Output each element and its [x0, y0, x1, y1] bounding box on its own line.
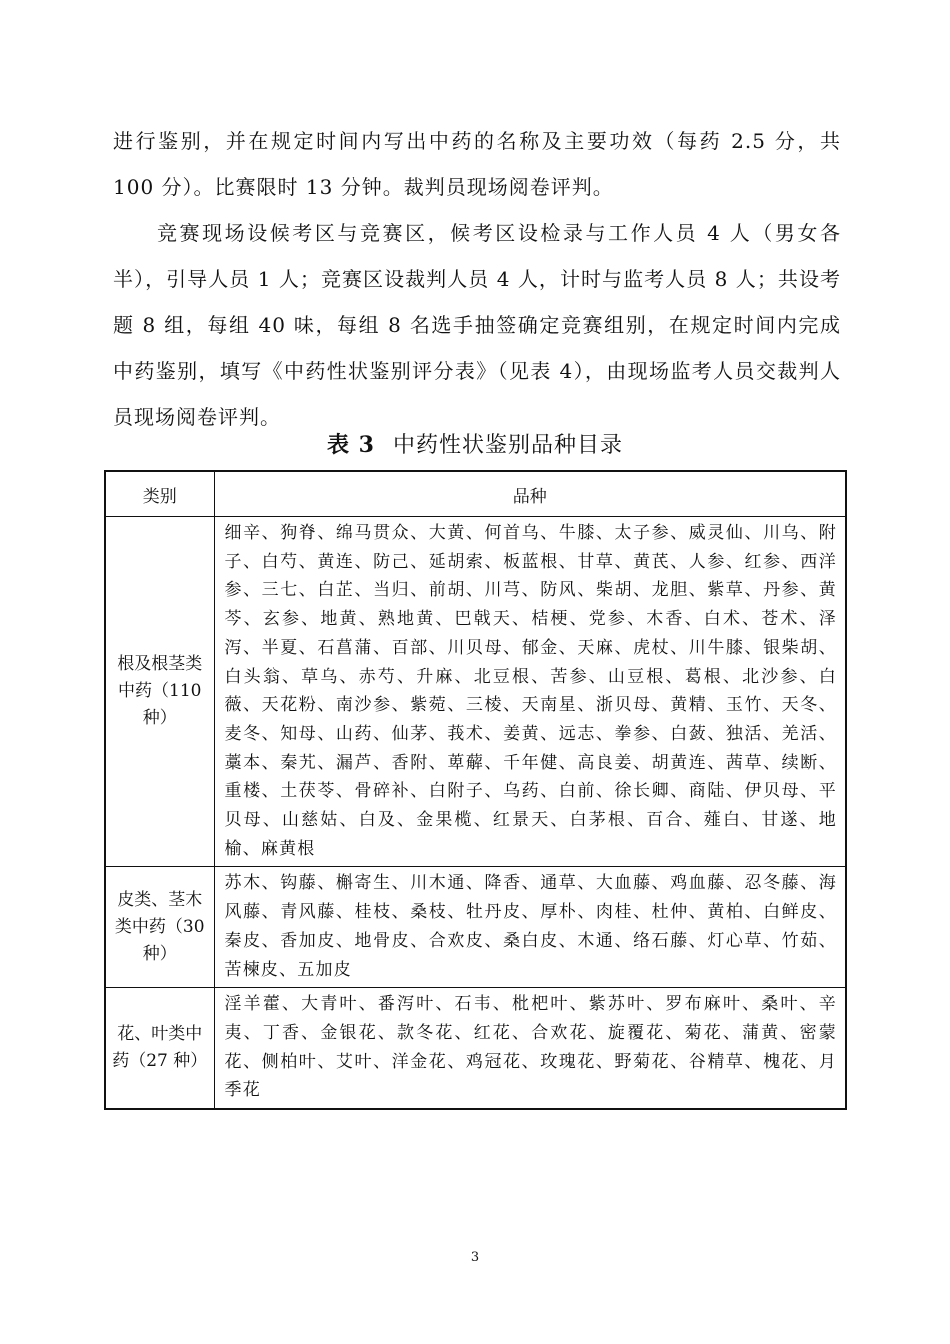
table-row: [105, 867, 846, 988]
row-category: 花、叶类中药（27 种）: [105, 988, 214, 1109]
table-header-row: [105, 471, 846, 517]
header-category: 类别: [105, 471, 214, 517]
header-varieties: 品种: [214, 471, 846, 517]
table-caption-title: 中药性状鉴别品种目录: [392, 433, 623, 458]
table-caption-number: 表 3: [327, 432, 375, 458]
page-number: 3: [470, 1250, 480, 1265]
body-paragraph-1: 进行鉴别，并在规定时间内写出中药的名称及主要功效（每药 2.5 分，共 100 分）。比赛限时 13 分钟。裁判员现场阅卷评判。: [113, 129, 841, 199]
row-items: 苏木、钩藤、槲寄生、川木通、降香、通草、大血藤、鸡血藤、忍冬藤、海风藤、青风藤、桂枝、桑枝、牡丹皮、厚朴、肉桂、杜仲、黄柏、白鲜皮、秦皮、香加皮、地骨皮、合欢皮、桑白皮、木通、络石藤、灯心草、竹茹、苦楝皮、五加皮: [214, 867, 846, 988]
row-category: 根及根茎类中药（110 种）: [105, 517, 214, 867]
row-items: 细辛、狗脊、绵马贯众、大黄、何首乌、牛膝、太子参、威灵仙、川乌、附子、白芍、黄连、防己、延胡索、板蓝根、甘草、黄芪、人参、红参、西洋参、三七、白芷、当归、前胡、川芎、防风、柴胡、龙胆、紫草、丹参、黄芩、玄参、地黄、熟地黄、巴戟天、桔梗、党参、木香、白术、苍术、泽泻、半夏、石菖蒲、百部、川贝母、郁金、天麻、虎杖、川牛膝、银柴胡、白头翁、草乌、赤芍、升麻、北豆根、苦参、山豆根、葛根、北沙参、白薇、天花粉、南沙参、紫菀、三棱、天南星、浙贝母、黄精、玉竹、天冬、麦冬、知母、山药、仙茅、莪术、姜黄、远志、拳参、白蔹、独活、羌活、藁本、秦艽、漏芦、香附、萆薢、千年健、高良姜、胡黄连、茜草、续断、重楼、土茯苓、骨碎补、白附子、乌药、白前、徐长卿、商陆、伊贝母、平贝母、山慈姑、白及、金果榄、红景天、白茅根、百合、薤白、甘遂、地榆、麻黄根: [214, 517, 846, 867]
body-paragraph-2: 竞赛现场设候考区与竞赛区，候考区设检录与工作人员 4 人（男女各半），引导人员 1 人；竞赛区设裁判人员 4 人，计时与监考人员 8 人；共设考题 8 组，每组 40 味，每组 8 名选手抽签确定竞赛组别，在规定时间内完成中药鉴别，填写《中药性状鉴别评分表》（见表 4），由现场监考人员交裁判人员现场阅卷评判。: [113, 221, 841, 429]
table-row: [105, 988, 846, 1109]
row-category: 皮类、茎木类中药（30 种）: [105, 867, 214, 988]
medicine-catalog-table: [104, 470, 847, 1110]
table-caption: [0, 428, 950, 459]
row-items: 淫羊藿、大青叶、番泻叶、石韦、枇杷叶、紫苏叶、罗布麻叶、桑叶、辛夷、丁香、金银花、款冬花、红花、合欢花、旋覆花、菊花、蒲黄、密蒙花、侧柏叶、艾叶、洋金花、鸡冠花、玫瑰花、野菊花、谷精草、槐花、月季花: [214, 988, 846, 1109]
table-row: [105, 517, 846, 867]
